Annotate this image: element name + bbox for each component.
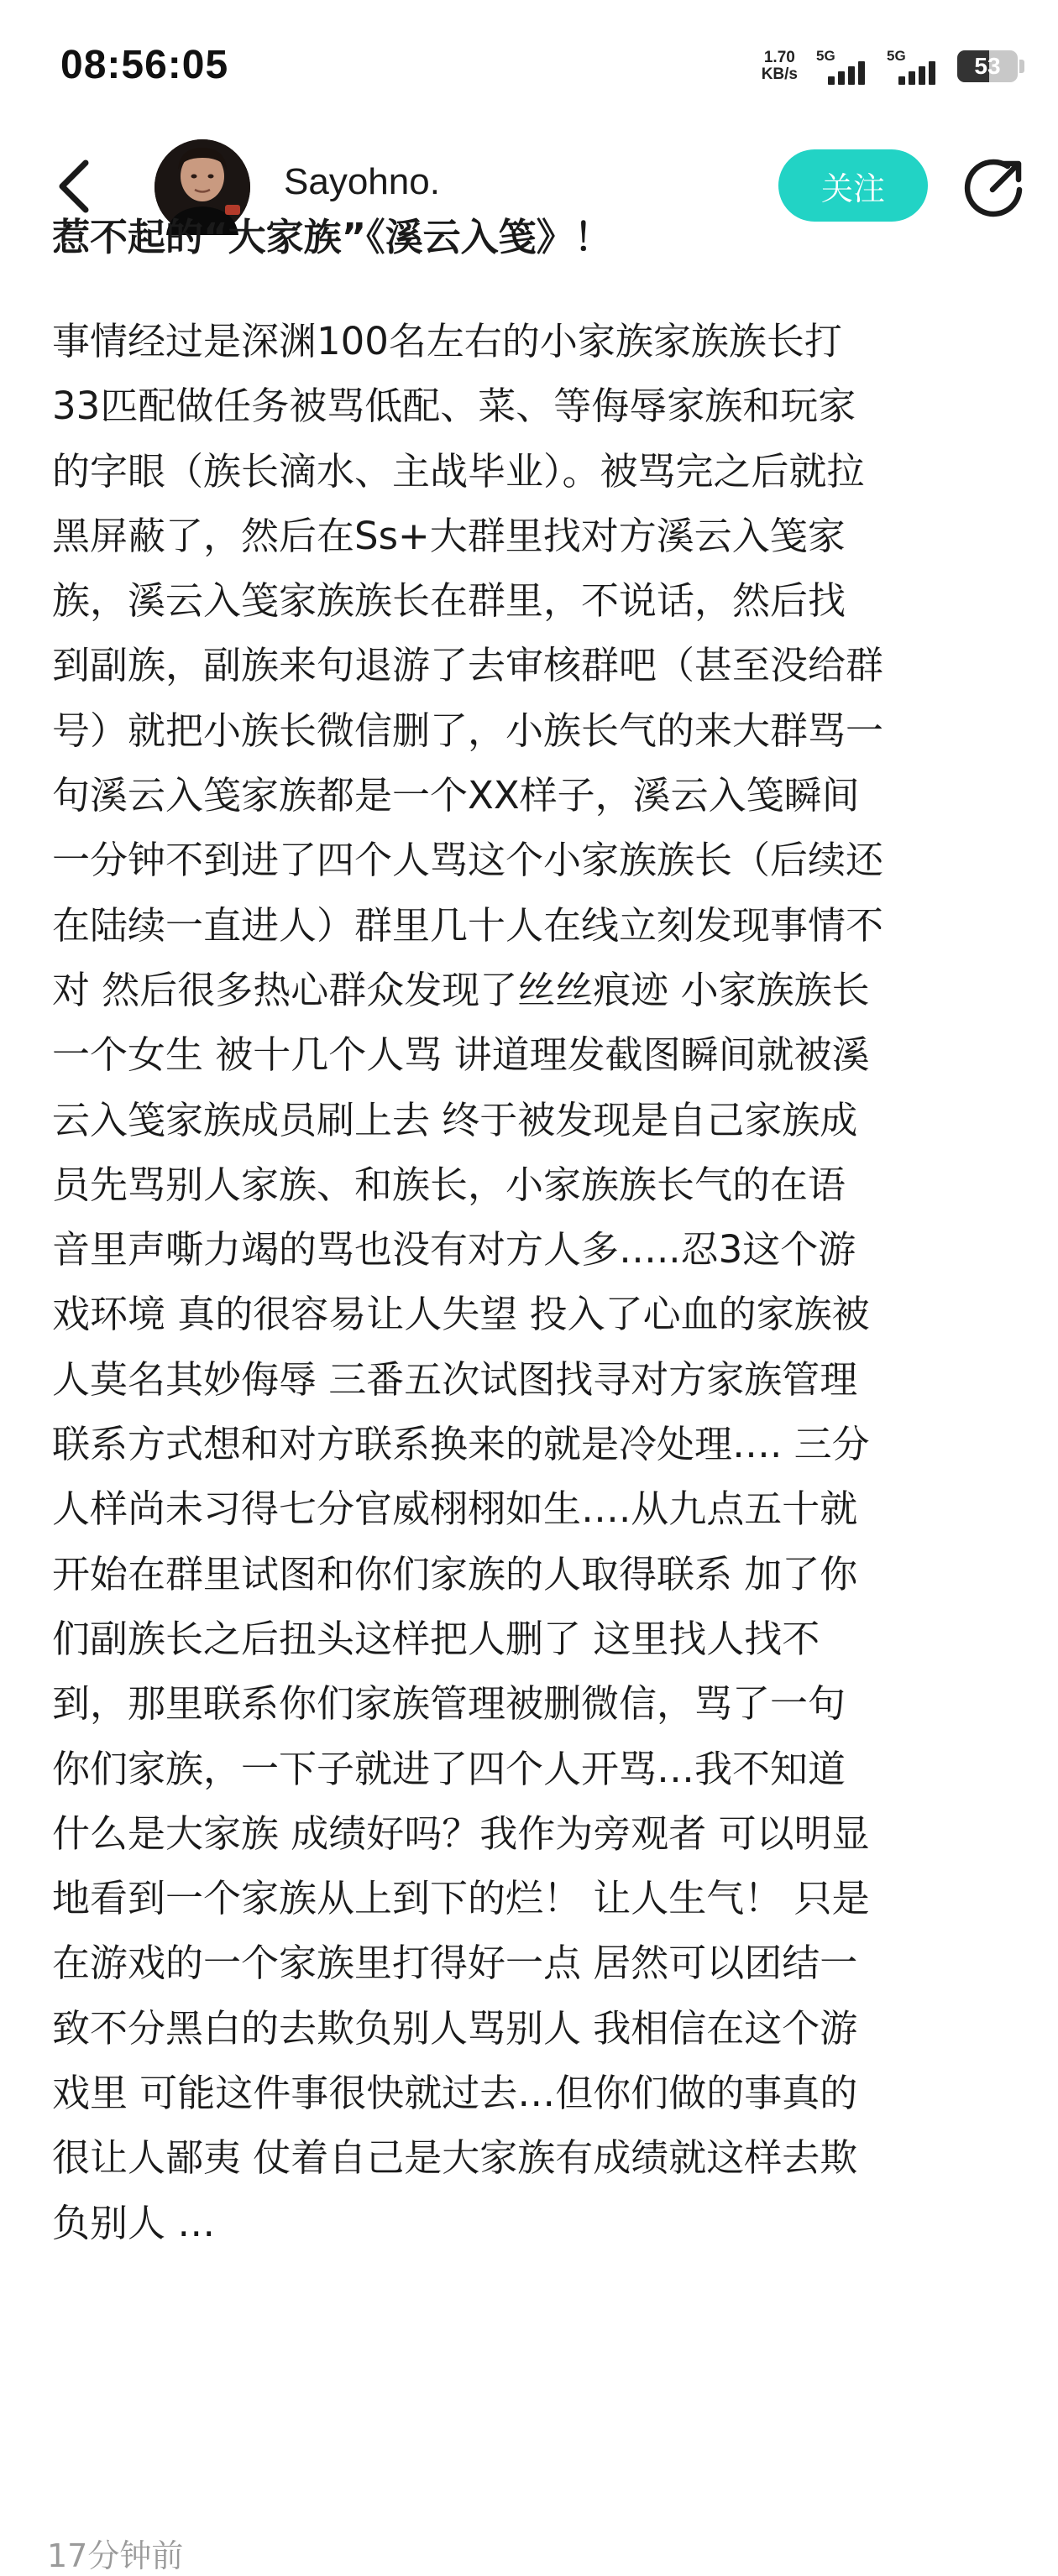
- network-speed-value: 1.70: [763, 49, 795, 66]
- post-body-line: 在陆续一直进人）群里几十人在线立刻发现事情不: [52, 902, 884, 948]
- post-body-line: 在游戏的一个家族里打得好一点 居然可以团结一: [52, 1941, 858, 1986]
- follow-button[interactable]: 关注: [778, 149, 928, 222]
- post-body-line: 戏环境 真的很容易让人失望 投入了心血的家族被: [52, 1292, 870, 1337]
- post-body-line: 开始在群里试图和你们家族的人取得联系 加了你: [52, 1551, 858, 1596]
- post-body-line: 地看到一个家族从上到下的烂！ 让人生气！ 只是: [52, 1876, 870, 1921]
- post-body-line: 员先骂别人家族、和族长，小家族族长气的在语: [52, 1162, 846, 1207]
- post-body-line: 一个女生 被十几个人骂 讲道理发截图瞬间就被溪: [52, 1032, 870, 1078]
- post-body-line: 云入笺家族成员刷上去 终于被发现是自己家族成: [52, 1097, 858, 1142]
- battery-level: 53: [974, 53, 1001, 79]
- post-timestamp: 17分钟前: [47, 2537, 184, 2574]
- post-body-line: 音里声嘶力竭的骂也没有对方人多…..忍3这个游: [52, 1227, 856, 1272]
- battery-nub: [1019, 60, 1024, 73]
- post-body-line: 戏里 可能这件事很快就过去…但你们做的事真的: [52, 2071, 858, 2116]
- post-body-line: 33匹配做任务被骂低配、菜、等侮辱家族和玩家: [52, 384, 856, 429]
- post-body-line: 号）就把小族长微信删了，小族长气的来大群骂一: [52, 708, 884, 753]
- post-content: [0, 215, 1058, 2510]
- signal-2-icon: [887, 48, 939, 85]
- signal-1-label: 5G: [816, 48, 835, 64]
- status-time: 08:56:05: [60, 43, 229, 87]
- post-body-line: 很让人鄙夷 仗着自己是大家族有成绩就这样去欺: [52, 2135, 858, 2181]
- post-body-line: 黑屏蔽了，然后在Ss+大群里找对方溪云入笺家: [52, 513, 846, 558]
- signal-2-label: 5G: [887, 48, 906, 64]
- battery-icon: [957, 50, 1018, 82]
- post-body-line: 对 然后很多热心群众发现了丝丝痕迹 小家族族长: [52, 967, 870, 1012]
- network-speed: [762, 50, 798, 83]
- user-name[interactable]: Sayohno.: [284, 161, 440, 202]
- post-body-line: 联系方式想和对方联系换来的就是冷处理…. 三分: [52, 1422, 870, 1467]
- post-body-line: 到，那里联系你们家族管理被删微信，骂了一句: [52, 1681, 846, 1727]
- post-body-line: 人莫名其妙侮辱 三番五次试图找寻对方家族管理: [52, 1356, 858, 1402]
- post-body-line: 人样尚未习得七分官威栩栩如生….从九点五十就: [52, 1487, 858, 1532]
- post-body-line: 的字眼（族长滴水、主战毕业）。被骂完之后就拉: [52, 448, 865, 494]
- post-body-line: 们副族长之后扭头这样把人删了 这里找人找不: [52, 1616, 820, 1661]
- post-body-line: 句溪云入笺家族都是一个XX样子，溪云入笺瞬间: [52, 773, 860, 818]
- post-body-line: 一分钟不到进了四个人骂这个小家族族长（后续还: [52, 838, 884, 883]
- post-body-line: 什么是大家族 成绩好吗？我作为旁观者 可以明显: [52, 1811, 870, 1856]
- signal-1-icon: [816, 48, 868, 85]
- post-title-partial: 惹不起的“大家族”《溪云入笺》！: [52, 215, 612, 259]
- post-body-line: 事情经过是深渊100名左右的小家族家族族长打: [52, 319, 842, 363]
- post-body: [52, 309, 1026, 2255]
- post-body-line: 负别人 …: [52, 2200, 216, 2245]
- post-body-line: 你们家族，一下子就进了四个人开骂…我不知道: [52, 1746, 846, 1791]
- status-icons: [762, 44, 1024, 89]
- post-body-line: 到副族，副族来句退游了去审核群吧（甚至没给群: [52, 643, 884, 688]
- post-body-line: 族，溪云入笺家族族长在群里，不说话，然后找: [52, 578, 846, 624]
- network-speed-unit: KB/s: [761, 65, 798, 83]
- status-bar: [0, 0, 1058, 126]
- post-body-line: 致不分黑白的去欺负别人骂别人 我相信在这个游: [52, 2005, 858, 2051]
